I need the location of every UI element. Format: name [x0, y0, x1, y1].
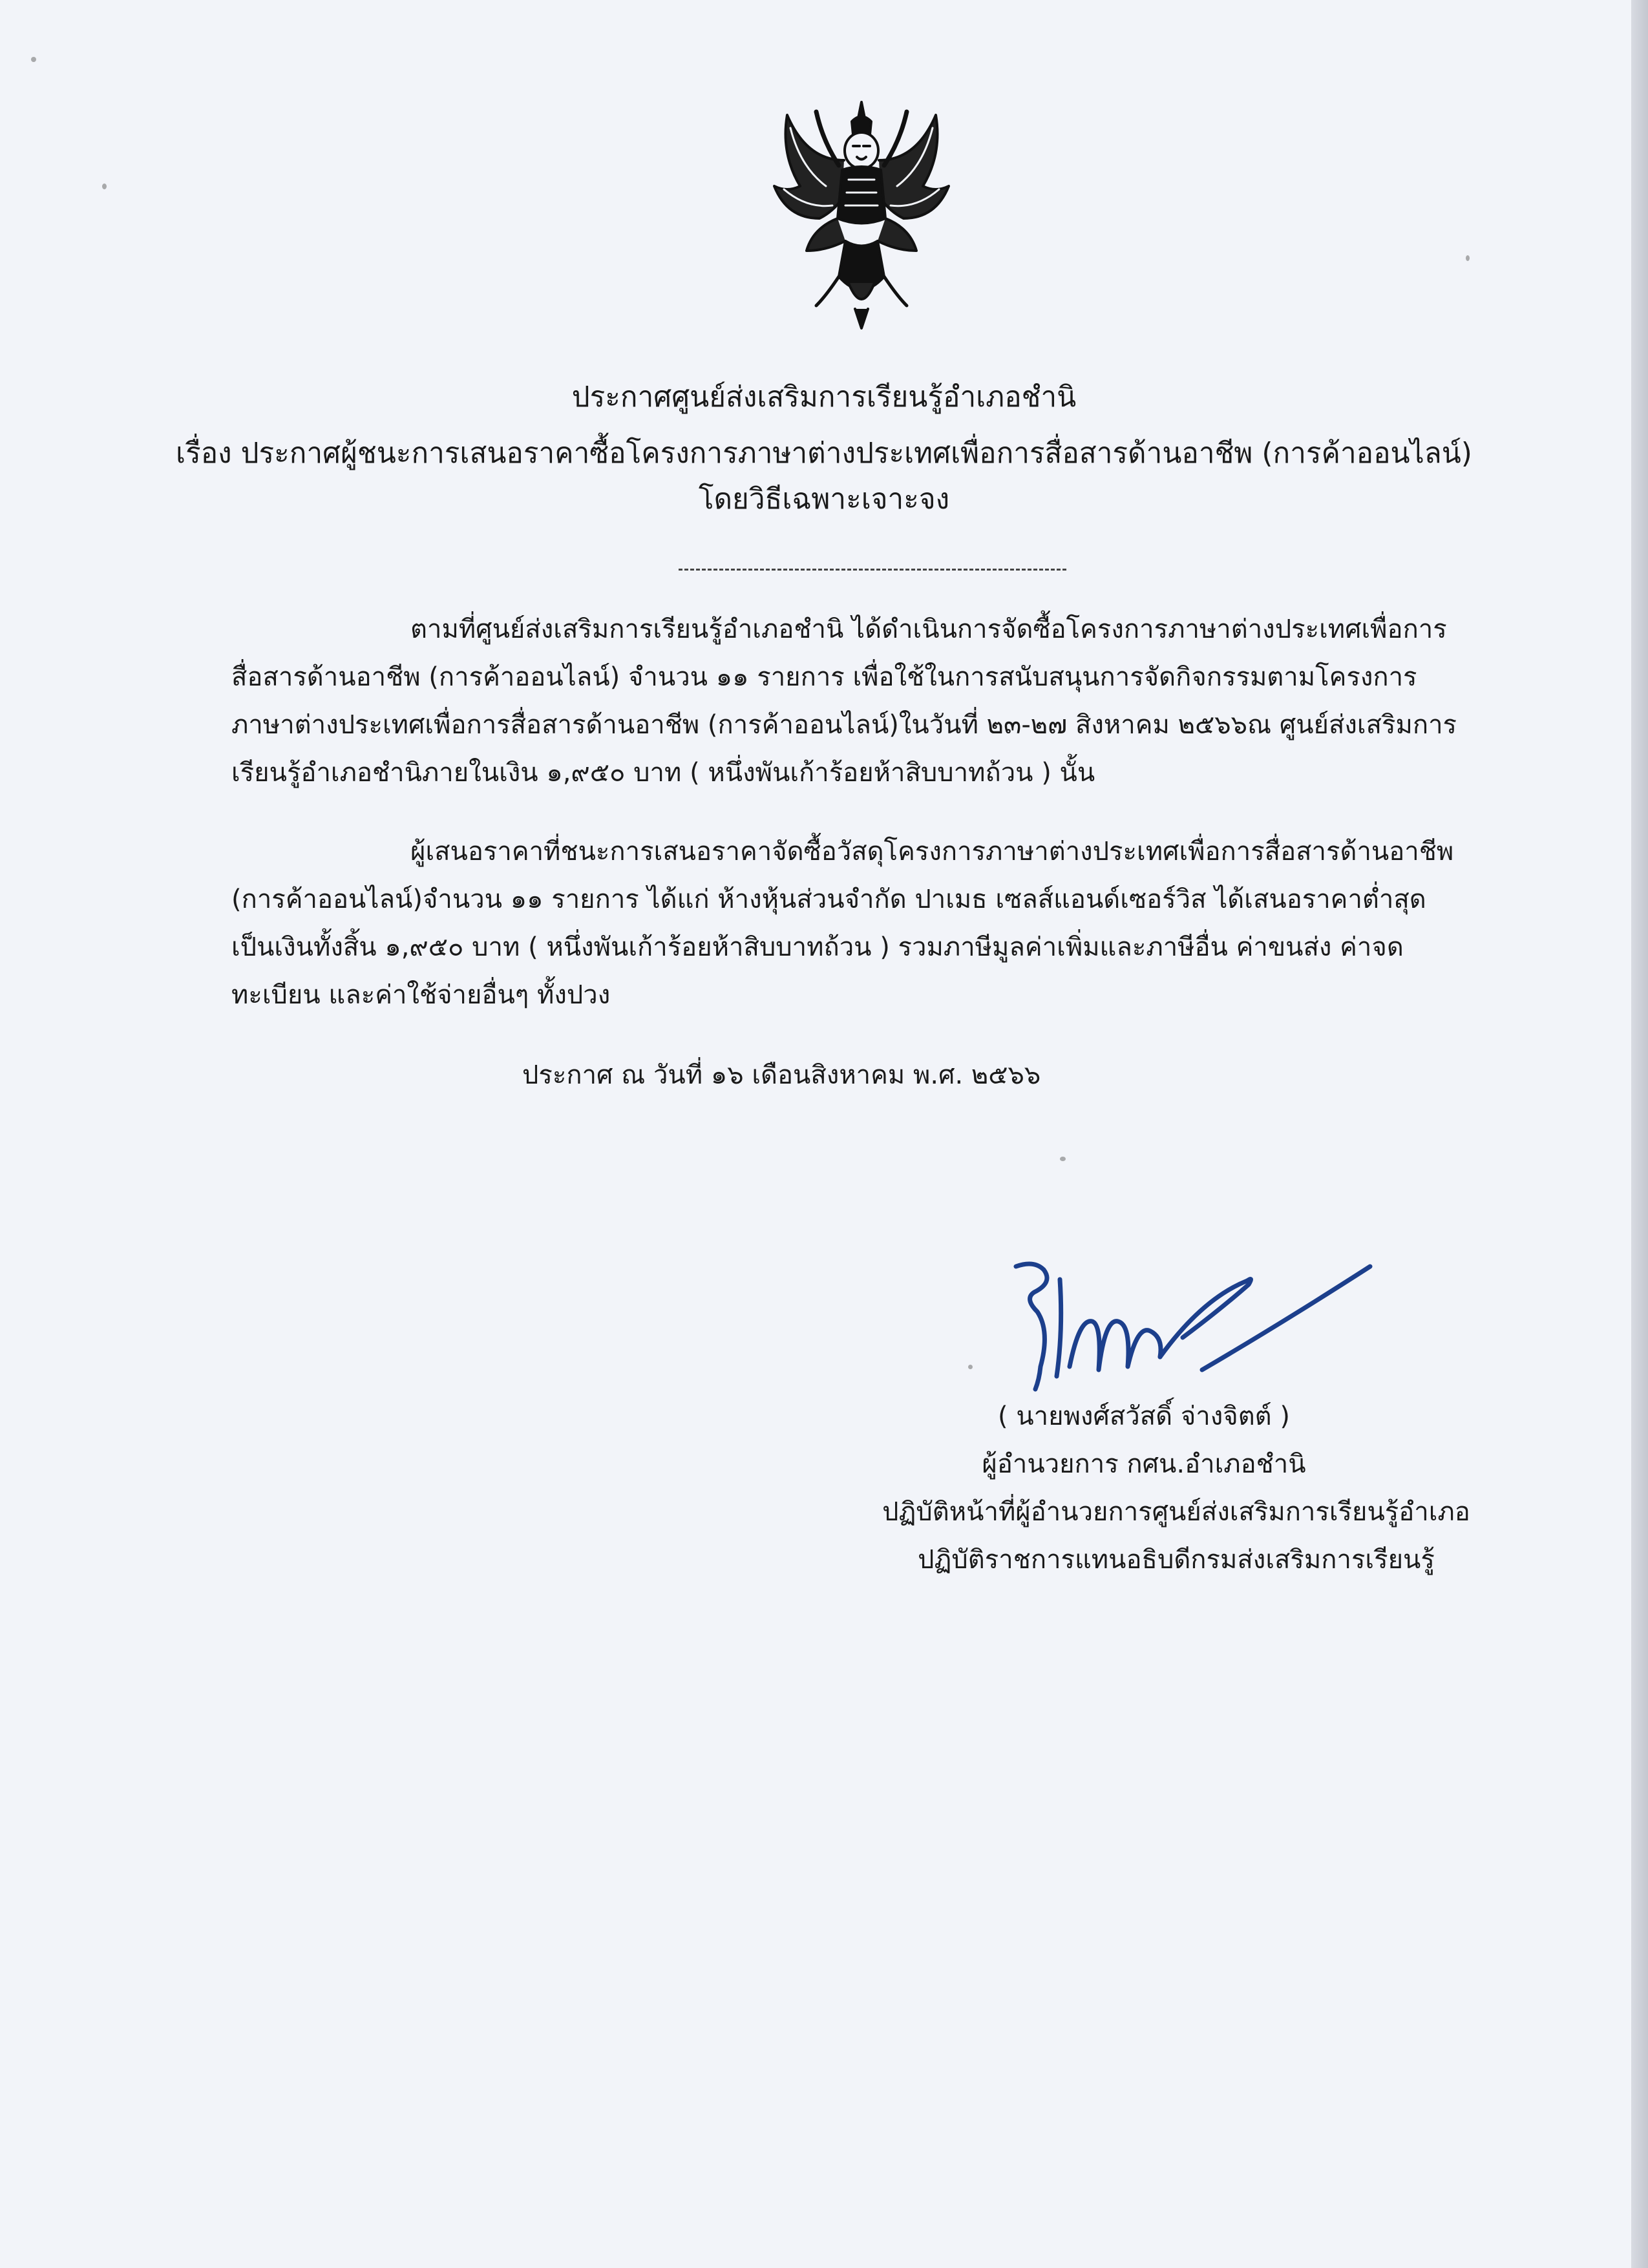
- procurement-method: โดยวิธีเฉพาะเจาะจง: [698, 483, 950, 516]
- paragraph2-line: ผู้เสนอราคาที่ชนะการเสนอราคาจัดซื้อวัสดุโครงการภาษาต่างประเทศเพื่อการสื่อสารด้านอาชีพ: [410, 837, 1454, 866]
- scan-speck: [1060, 1157, 1066, 1161]
- paragraph1-line: เรียนรู้อำเภอชำนิภายในเงิน ๑,๙๕๐ บาท ( หนึ่งพันเก้าร้อยห้าสิบบาทถ้วน ) นั้น: [231, 758, 1095, 788]
- handwritten-signature: [1008, 1241, 1383, 1396]
- scan-speck: [31, 57, 36, 62]
- header-divider: [679, 569, 1066, 571]
- signatory-delegation: ปฏิบัติราชการแทนอธิบดีกรมส่งเสริมการเรียนรู้: [918, 1545, 1435, 1575]
- paragraph1-line: สื่อสารด้านอาชีพ (การค้าออนไลน์) จำนวน ๑๑ รายการ เพื่อใช้ในการสนับสนุนการจัดกิจกรรมตามโครงการ: [231, 662, 1417, 692]
- announcement-title: ประกาศศูนย์ส่งเสริมการเรียนรู้อำเภอชำนิ: [571, 381, 1077, 414]
- paragraph2-line: (การค้าออนไลน์)จำนวน ๑๑ รายการ ได้แก่ ห้างหุ้นส่วนจำกัด ปาเมธ เซลส์แอนด์เซอร์วิส ได้เสนอราคาต่ำสุด: [231, 885, 1426, 914]
- scan-edge: [1631, 0, 1648, 2268]
- paragraph1-line: ภาษาต่างประเทศเพื่อการสื่อสารด้านอาชีพ (การค้าออนไลน์)ในวันที่ ๒๓-๒๗ สิงหาคม ๒๕๖๖ณ ศูนย์ส่งเสริมการ: [231, 710, 1457, 740]
- announcement-subject: เรื่อง ประกาศผู้ชนะการเสนอราคาซื้อโครงการภาษาต่างประเทศเพื่อการสื่อสารด้านอาชีพ (การค้าออนไลน์): [176, 437, 1472, 470]
- signatory-acting-position: ปฏิบัติหน้าที่ผู้อำนวยการศูนย์ส่งเสริมการเรียนรู้อำเภอ: [882, 1497, 1470, 1527]
- scan-speck: [968, 1365, 973, 1369]
- signatory-name: ( นายพงศ์สวัสดิ์ จ่างจิตต์ ): [998, 1402, 1290, 1431]
- paragraph2-line: ทะเบียน และค่าใช้จ่ายอื่นๆ ทั้งปวง: [231, 980, 611, 1010]
- paragraph1-line: ตามที่ศูนย์ส่งเสริมการเรียนรู้อำเภอชำนิ ได้ดำเนินการจัดซื้อโครงการภาษาต่างประเทศเพื่อการ: [410, 614, 1447, 644]
- announce-date: ประกาศ ณ วันที่ ๑๖ เดือนสิงหาคม พ.ศ. ๒๕๖๖: [522, 1060, 1041, 1090]
- paragraph2-line: เป็นเงินทั้งสิ้น ๑,๙๕๐ บาท ( หนึ่งพันเก้าร้อยห้าสิบบาทถ้วน ) รวมภาษีมูลค่าเพิ่มและภาษีอื่น ค่าขนส่ง ค่าจด: [231, 932, 1404, 962]
- signatory-position: ผู้อำนวยการ กศน.อำเภอชำนิ: [982, 1449, 1306, 1479]
- garuda-emblem-icon: [761, 89, 962, 335]
- scan-speck: [102, 184, 107, 189]
- scan-speck: [1466, 255, 1470, 261]
